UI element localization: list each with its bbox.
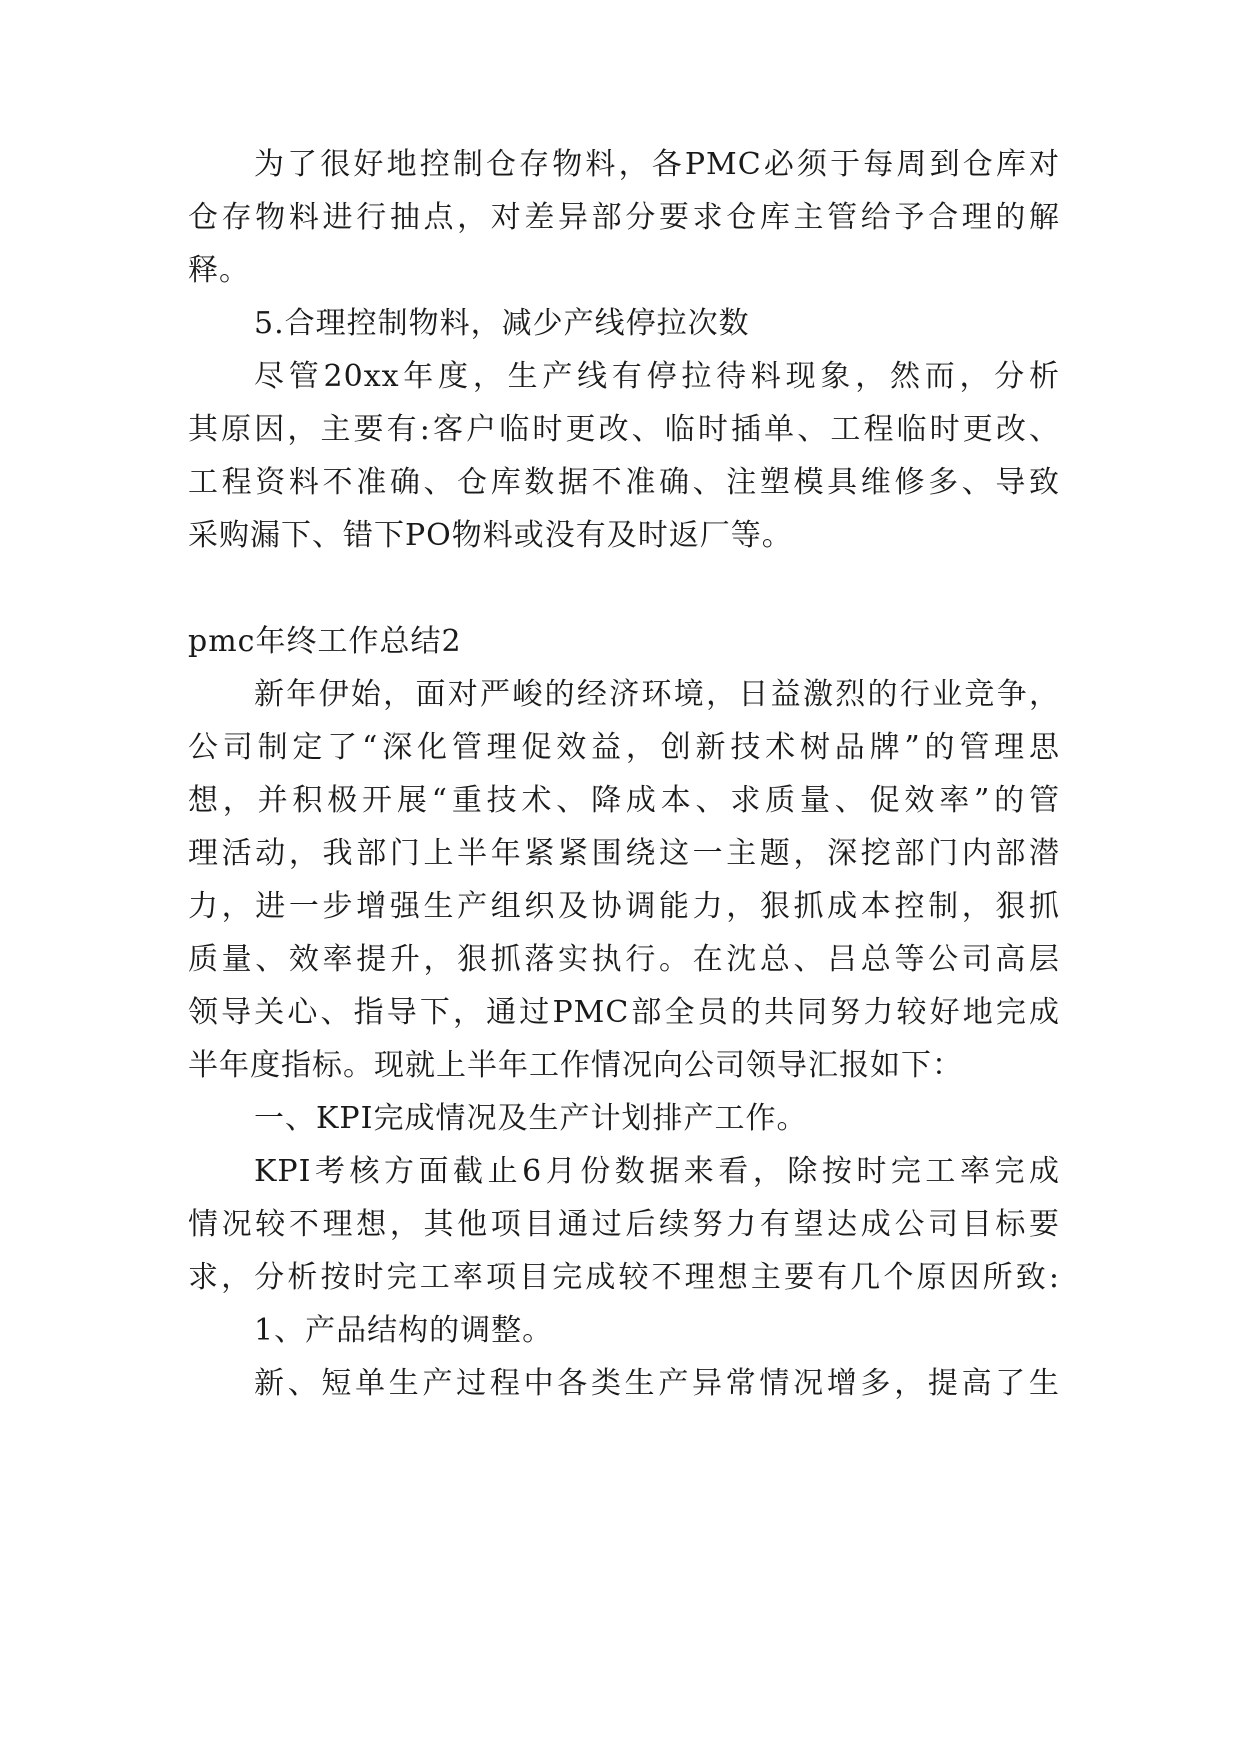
paragraph-line: 公司制定了“深化管理促效益，创新技术树品牌”的管理思: [188, 730, 1060, 765]
paragraph-line: 工程资料不准确、仓库数据不准确、注塑模具维修多、导致: [188, 465, 1060, 500]
paragraph-line: 释。: [188, 253, 250, 288]
paragraph-line: 领导关心、指导下，通过PMC部全员的共同努力较好地完成: [188, 995, 1060, 1030]
paragraph-line: 半年度指标。现就上半年工作情况向公司领导汇报如下：: [188, 1048, 963, 1083]
section-heading: 1、产品结构的调整。: [254, 1313, 554, 1348]
document-title: pmc年终工作总结2: [188, 624, 462, 659]
paragraph-line: 情况较不理想，其他项目通过后续努力有望达成公司目标要: [188, 1207, 1060, 1242]
paragraph-line: 求，分析按时完工率项目完成较不理想主要有几个原因所致:: [188, 1260, 1060, 1295]
paragraph-line: 新年伊始，面对严峻的经济环境，日益激烈的行业竞争，: [254, 677, 1060, 712]
paragraph-line: 质量、效率提升，狠抓落实执行。在沈总、吕总等公司高层: [188, 942, 1060, 977]
paragraph-line: 力，进一步增强生产组织及协调能力，狠抓成本控制，狠抓: [188, 889, 1060, 924]
paragraph-line: 仓存物料进行抽点，对差异部分要求仓库主管给予合理的解: [188, 200, 1060, 235]
section-heading: 一、KPI完成情况及生产计划排产工作。: [254, 1101, 808, 1136]
paragraph-line: 理活动，我部门上半年紧紧围绕这一主题，深挖部门内部潜: [188, 836, 1060, 871]
paragraph-line: 采购漏下、错下PO物料或没有及时返厂等。: [188, 518, 793, 553]
paragraph-line: KPI考核方面截止6月份数据来看，除按时完工率完成: [254, 1154, 1060, 1189]
paragraph-line: 为了很好地控制仓存物料，各PMC必须于每周到仓库对: [254, 147, 1060, 182]
paragraph-line: 其原因，主要有:客户临时更改、临时插单、工程临时更改、: [188, 412, 1060, 447]
paragraph-line: 尽管20xx年度，生产线有停拉待料现象，然而，分析: [254, 359, 1060, 394]
paragraph-line: 想，并积极开展“重技术、降成本、求质量、促效率”的管: [188, 783, 1060, 818]
section-heading: 5.合理控制物料，减少产线停拉次数: [254, 306, 750, 341]
paragraph-line: 新、短单生产过程中各类生产异常情况增多，提高了生: [254, 1366, 1060, 1401]
